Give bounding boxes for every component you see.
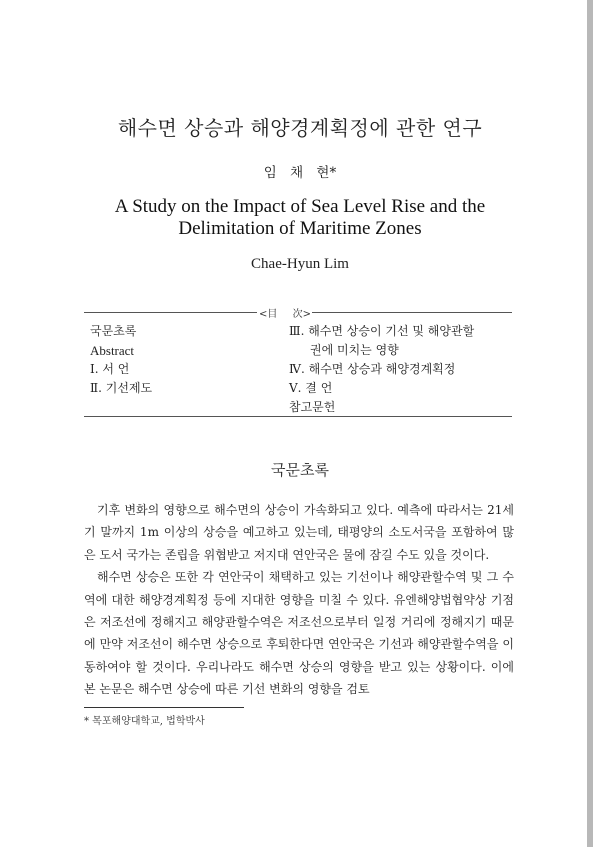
abstract-paragraph: 해수면 상승은 또한 각 연안국이 채택하고 있는 기선이나 해양관할수역 및 그 수역에 대한 해양경계획정 등에 지대한 영향을 미칠 수 있다. 유엔해양법협약상 기점은 저조선에 정해지고 해양관할수역은 저조선으로부터 일정 거리에 정해지기 때문에 만약 저조선이 해수면 상승으로 후퇴한다면 연안국은 기선과 해양관할수역을 이동하여야 할 것이다. 우리나라도 해수면 상승의 영향을 받고 있는 상황이다. 이에 본 논문은 해수면 상승에 따른 기선 변화의 영향을 검토: [84, 570, 514, 697]
toc-item-continuation: 권에 미치는 영향: [310, 343, 399, 357]
footnote-rule: [84, 707, 244, 708]
toc-right-column: [289, 322, 529, 417]
toc-item: Abstract: [90, 343, 135, 358]
abstract-body: [84, 499, 514, 701]
toc-bottom-rule: [84, 416, 512, 417]
toc-item: Ⅴ. 결 언: [289, 381, 333, 395]
toc-item: 국문초록: [90, 324, 137, 338]
paper-title-english: [0, 196, 600, 240]
toc-top-rule-left: [84, 312, 257, 313]
toc-label: <目 次>: [259, 309, 311, 320]
author-korean: 임 채 현*: [263, 165, 337, 181]
toc-item: 참고문헌: [289, 400, 336, 414]
footnote: * 목포해양대학교, 법학박사: [84, 716, 205, 727]
abstract-heading: 국문초록: [271, 461, 329, 479]
toc-item: Ⅰ. 서 언: [90, 362, 130, 376]
author-english: Chae-Hyun Lim: [251, 256, 349, 272]
paper-title-korean: 해수면 상승과 해양경계획정에 관한 연구: [117, 116, 483, 140]
toc-left-column: [90, 322, 280, 398]
toc-item: Ⅳ. 해수면 상승과 해양경계획정: [289, 362, 456, 376]
english-title-line-2: Delimitation of Maritime Zones: [178, 218, 422, 239]
english-title-line-1: A Study on the Impact of Sea Level Rise and the: [114, 196, 486, 217]
toc-item: Ⅲ. 해수면 상승이 기선 및 해양관할: [289, 324, 475, 338]
abstract-paragraph: 기후 변화의 영향으로 해수면의 상승이 가속화되고 있다. 예측에 따라서는 21세기 말까지 1m 이상의 상승을 예고하고 있는데, 태평양의 소도서국을 포함하여 많은 도서 국가는 존립을 위협받고 저지대 연안국은 물에 잠길 수도 있을 것이다.: [84, 503, 514, 562]
toc-top-rule-right: [312, 312, 512, 313]
toc-item: Ⅱ. 기선제도: [90, 381, 153, 395]
